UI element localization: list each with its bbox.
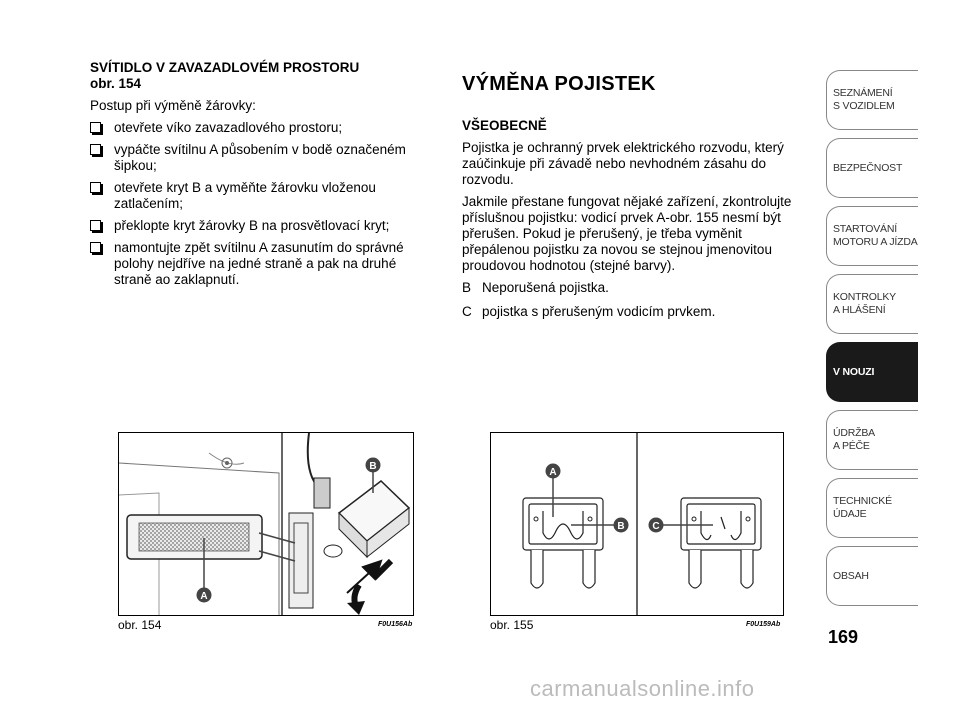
checkbox-bullet-icon <box>90 144 101 155</box>
figure-154 <box>118 432 414 616</box>
tab-bezpecnost[interactable]: BEZPEČNOST <box>826 138 918 198</box>
intro-text: Postup při výměně žárovky: <box>90 98 256 113</box>
tab-obsah[interactable]: OBSAH <box>826 546 918 606</box>
label-a: A <box>549 467 557 478</box>
trunk-lamp-illustration <box>119 433 413 615</box>
checkbox-bullet-icon <box>90 182 101 193</box>
left-column <box>90 60 430 294</box>
legend-item: B Neporušená pojistka. <box>462 280 609 295</box>
figure-155 <box>490 432 784 616</box>
chapter-tabs <box>826 70 918 614</box>
figure-code: F0U156Ab <box>378 621 413 628</box>
label-b: B <box>369 461 377 472</box>
tab-technicke-udaje[interactable]: TECHNICKÉ ÚDAJE <box>826 478 918 538</box>
paragraph: Pojistka je ochranný prvek elektrického rozvodu, který zaúčinkuje při závadě nebo nevhodném zásahu do rozvodu. <box>462 140 784 187</box>
paragraph: Jakmile přestane fungovat nějaké zařízení, zkontrolujte příslušnou pojistku: vodicí prvek A-obr. 155 nesmí být přerušen. Pokud je přerušený, je třeba vyměnit přepálenou pojistku za novou se stejnou jmenovitou proudovou hodnotou (stejné barvy). <box>462 194 792 273</box>
list-item: otevřete víko zavazadlového prostoru; <box>90 120 430 136</box>
figure-code: F0U159Ab <box>746 621 781 628</box>
subsection-title: VŠEOBECNĚ <box>462 118 547 133</box>
list-item: vypáčte svítilnu A působením v bodě označeném šipkou; <box>90 142 430 174</box>
tab-kontrolky[interactable]: KONTROLKY A HLÁŠENÍ <box>826 274 918 334</box>
tab-seznameni[interactable]: SEZNÁMENÍ S VOZIDLEM <box>826 70 918 130</box>
figure-caption: obr. 154 <box>118 618 162 632</box>
checkbox-bullet-icon <box>90 220 101 231</box>
list-item: otevřete kryt B a vyměňte žárovku vloženou zatlačením; <box>90 180 430 212</box>
legend-item: C pojistka s přerušeným vodicím prvkem. <box>462 304 716 319</box>
list-item: překlopte kryt žárovky B na prosvětlovací kryt; <box>90 218 430 234</box>
tab-startovani[interactable]: STARTOVÁNÍ MOTORU A JÍZDA <box>826 206 918 266</box>
label-b: B <box>617 521 625 532</box>
page-number: 169 <box>828 627 859 647</box>
list-item: namontujte zpět svítilnu A zasunutím do správné polohy nejdříve na jedné straně a pak na druhé straně ao zaklapnutí. <box>90 240 430 288</box>
checkbox-bullet-icon <box>90 122 101 133</box>
middle-column <box>462 60 802 328</box>
label-a: A <box>200 591 208 602</box>
label-c: C <box>652 521 660 532</box>
figure-caption: obr. 155 <box>490 618 534 632</box>
fuse-illustration <box>491 433 783 615</box>
tab-udrzba[interactable]: ÚDRŽBA A PÉČE <box>826 410 918 470</box>
checkbox-bullet-icon <box>90 242 101 253</box>
page-title: VÝMĚNA POJISTEK <box>462 73 656 95</box>
tab-v-nouzi[interactable]: V NOUZI <box>826 342 918 402</box>
section-heading: SVÍTIDLO V ZAVAZADLOVÉM PROSTORU obr. 154 <box>90 60 360 91</box>
steps-list <box>90 120 430 288</box>
watermark: carmanualsonline.info <box>530 676 755 701</box>
